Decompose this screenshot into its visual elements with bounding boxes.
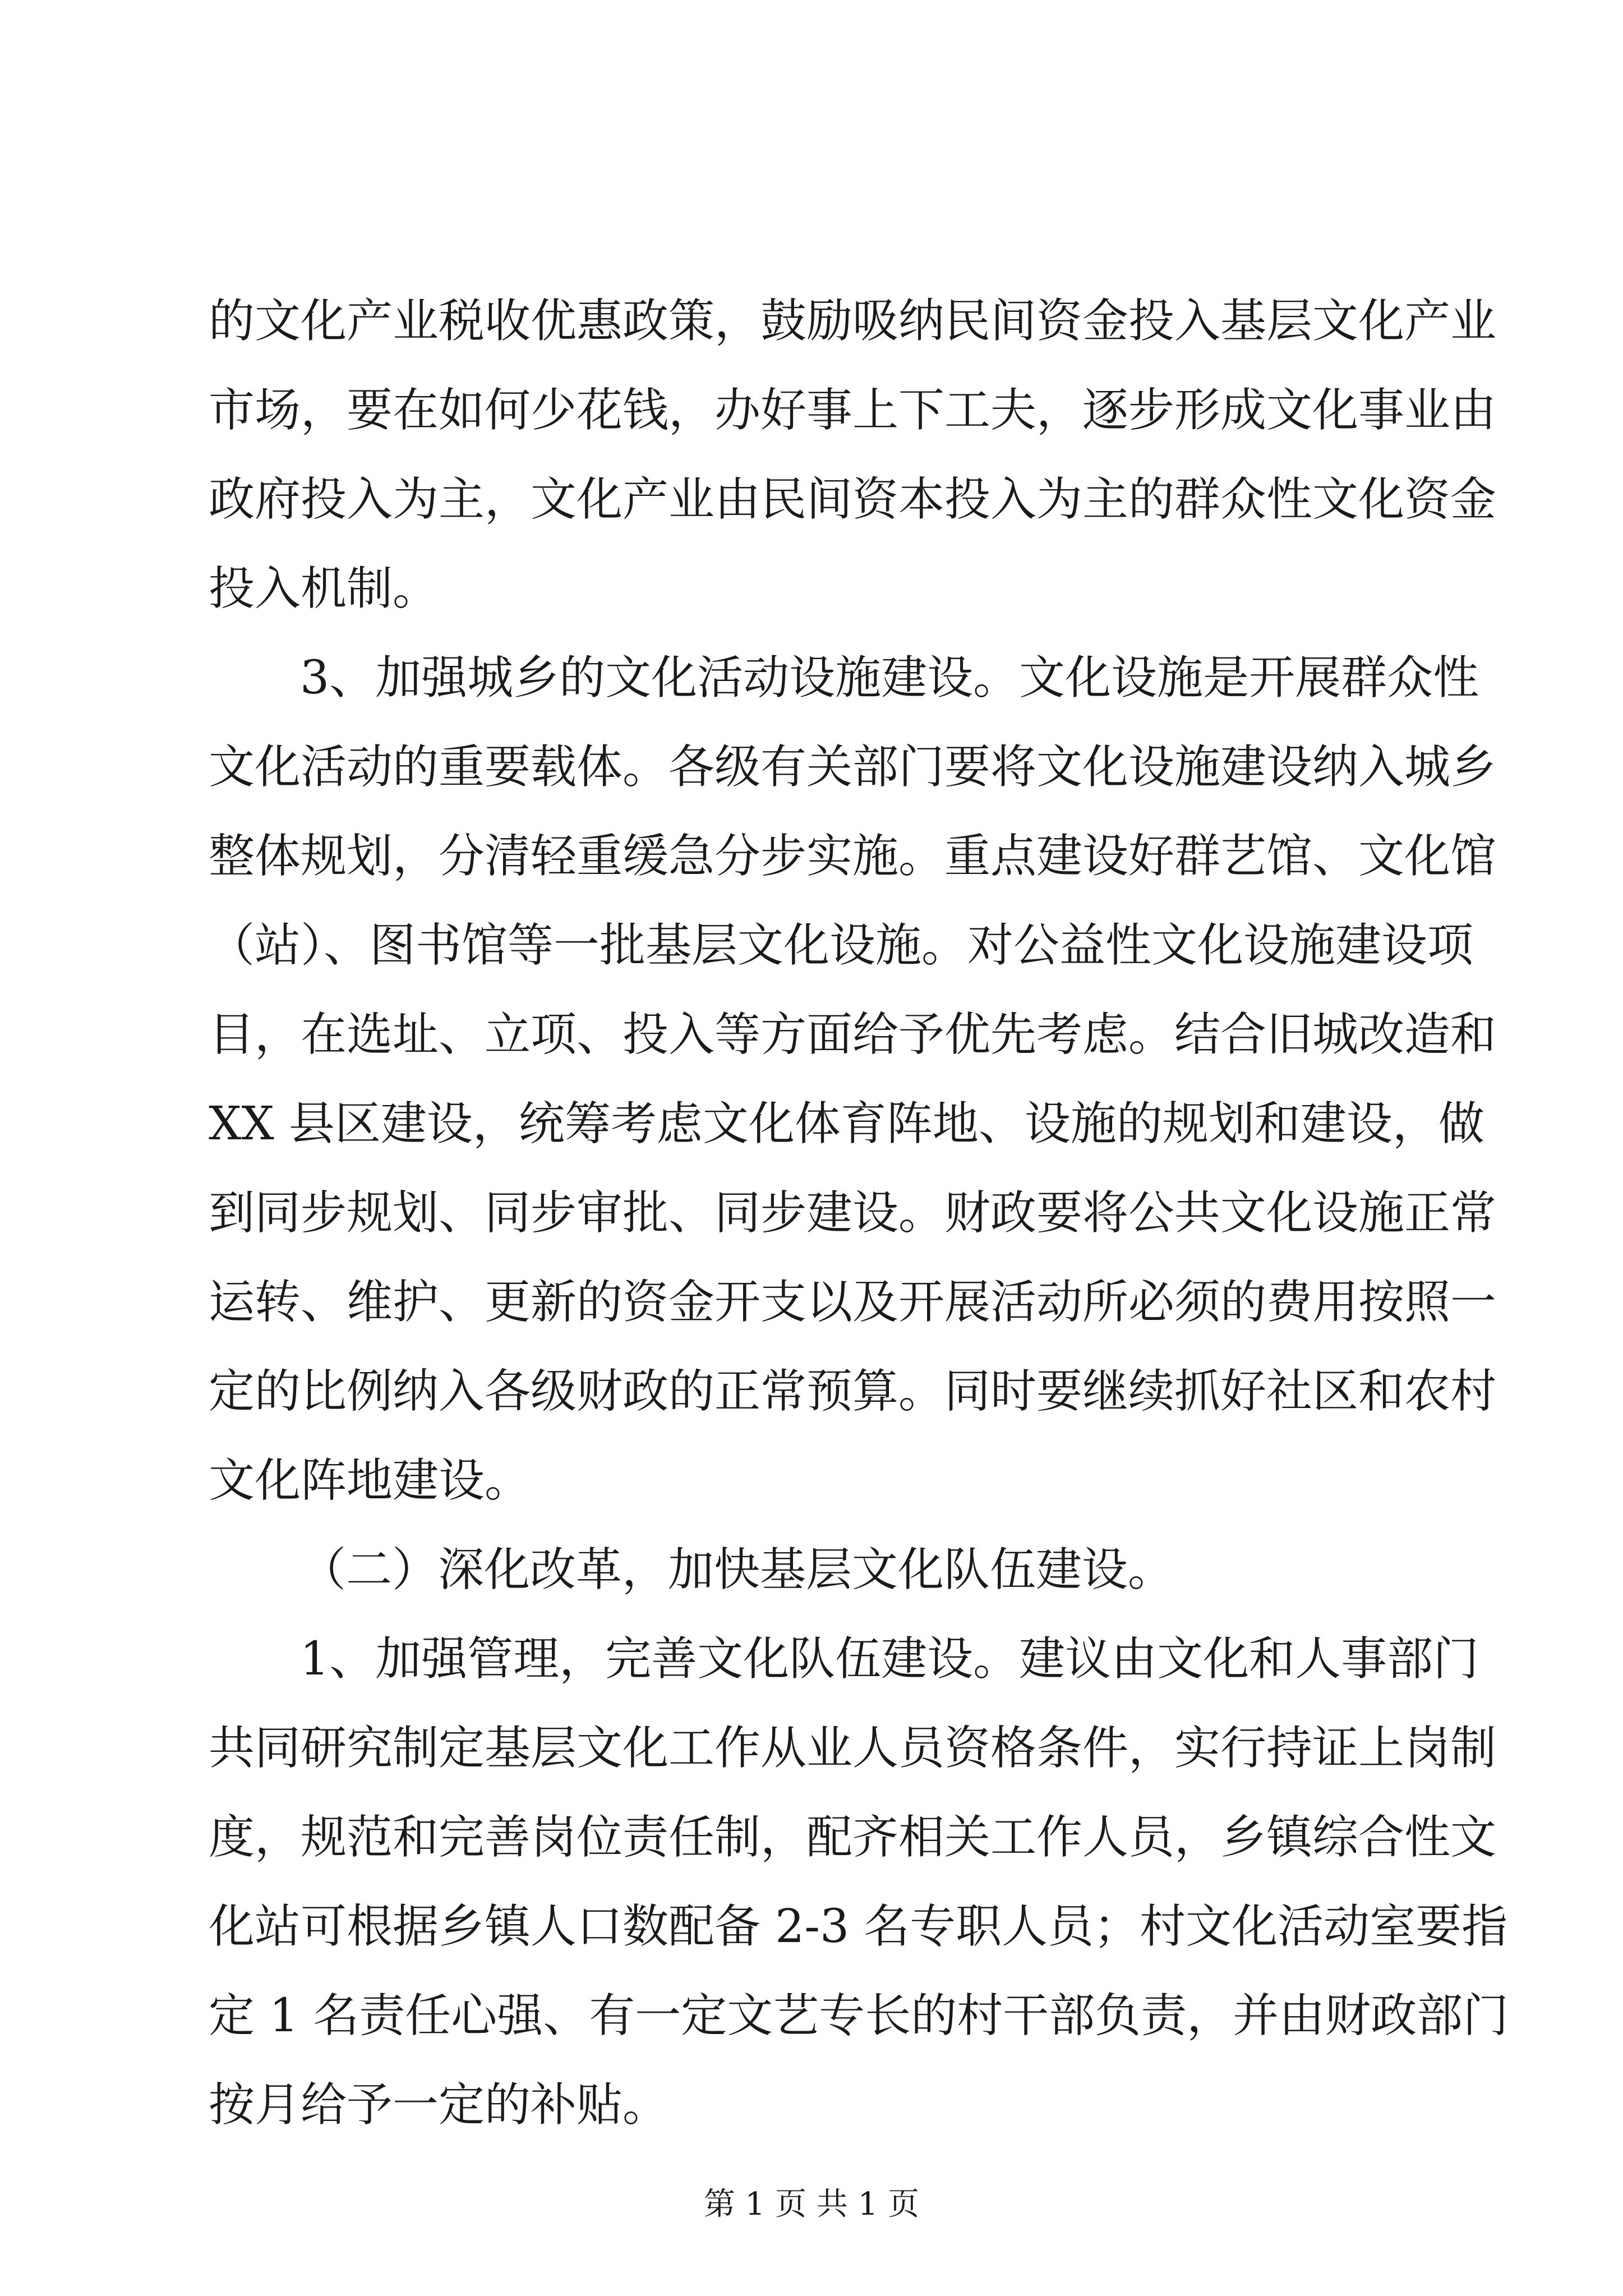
paragraph-line: 度，规范和完善岗位责任制，配齐相关工作人员，乡镇综合性文 — [209, 1811, 1497, 1864]
paragraph-line: 按月给予一定的补贴。 — [209, 2078, 669, 2132]
paragraph-line: 文化活动的重要载体。各级有关部门要将文化设施建设纳入城乡 — [209, 740, 1497, 794]
paragraph-line: （站）、图书馆等一批基层文化设施。对公益性文化设施建设项 — [209, 919, 1474, 972]
paragraph-line: 政府投入为主，文化产业由民间资本投入为主的群众性文化资金 — [209, 473, 1497, 526]
paragraph-line: 定的比例纳入各级财政的正常预算。同时要继续抓好社区和农村 — [209, 1365, 1497, 1418]
paragraph-line: 整体规划，分清轻重缓急分步实施。重点建设好群艺馆、文化馆 — [209, 830, 1497, 883]
paragraph-line: 文化阵地建设。 — [209, 1454, 531, 1507]
paragraph-line: 的文化产业税收优惠政策，鼓励吸纳民间资金投入基层文化产业 — [209, 295, 1497, 348]
section-heading: （二）深化改革，加快基层文化队伍建设。 — [300, 1543, 1174, 1596]
paragraph-line: 3、加强城乡的文化活动设施建设。文化设施是开展群众性 — [300, 651, 1479, 705]
paragraph-line: 投入机制。 — [209, 562, 439, 615]
paragraph-line: 化站可根据乡镇人口数配备 2-3 名专职人员；村文化活动室要指 — [209, 1900, 1508, 1953]
paragraph-line: XX 县区建设，统筹考虑文化体育阵地、设施的规划和建设，做 — [209, 1097, 1484, 1151]
paragraph-line: 市场，要在如何少花钱，办好事上下工夫，逐步形成文化事业由 — [209, 384, 1497, 437]
paragraph-line: 到同步规划、同步审批、同步建设。财政要将公共文化设施正常 — [209, 1186, 1497, 1240]
paragraph-line: 目，在选址、立项、投入等方面给予优先考虑。结合旧城改造和 — [209, 1008, 1497, 1061]
paragraph-line: 1、加强管理，完善文化队伍建设。建议由文化和人事部门 — [300, 1632, 1479, 1686]
paragraph-line: 运转、维护、更新的资金开支以及开展活动所必须的费用按照一 — [209, 1276, 1497, 1329]
paragraph-line: 定 1 名责任心强、有一定文艺专长的村干部负责，并由财政部门 — [209, 1989, 1509, 2042]
paragraph-line: 共同研究制定基层文化工作从业人员资格条件，实行持证上岗制 — [209, 1722, 1497, 1775]
page-number-footer: 第 1 页 共 1 页 — [703, 2186, 920, 2223]
